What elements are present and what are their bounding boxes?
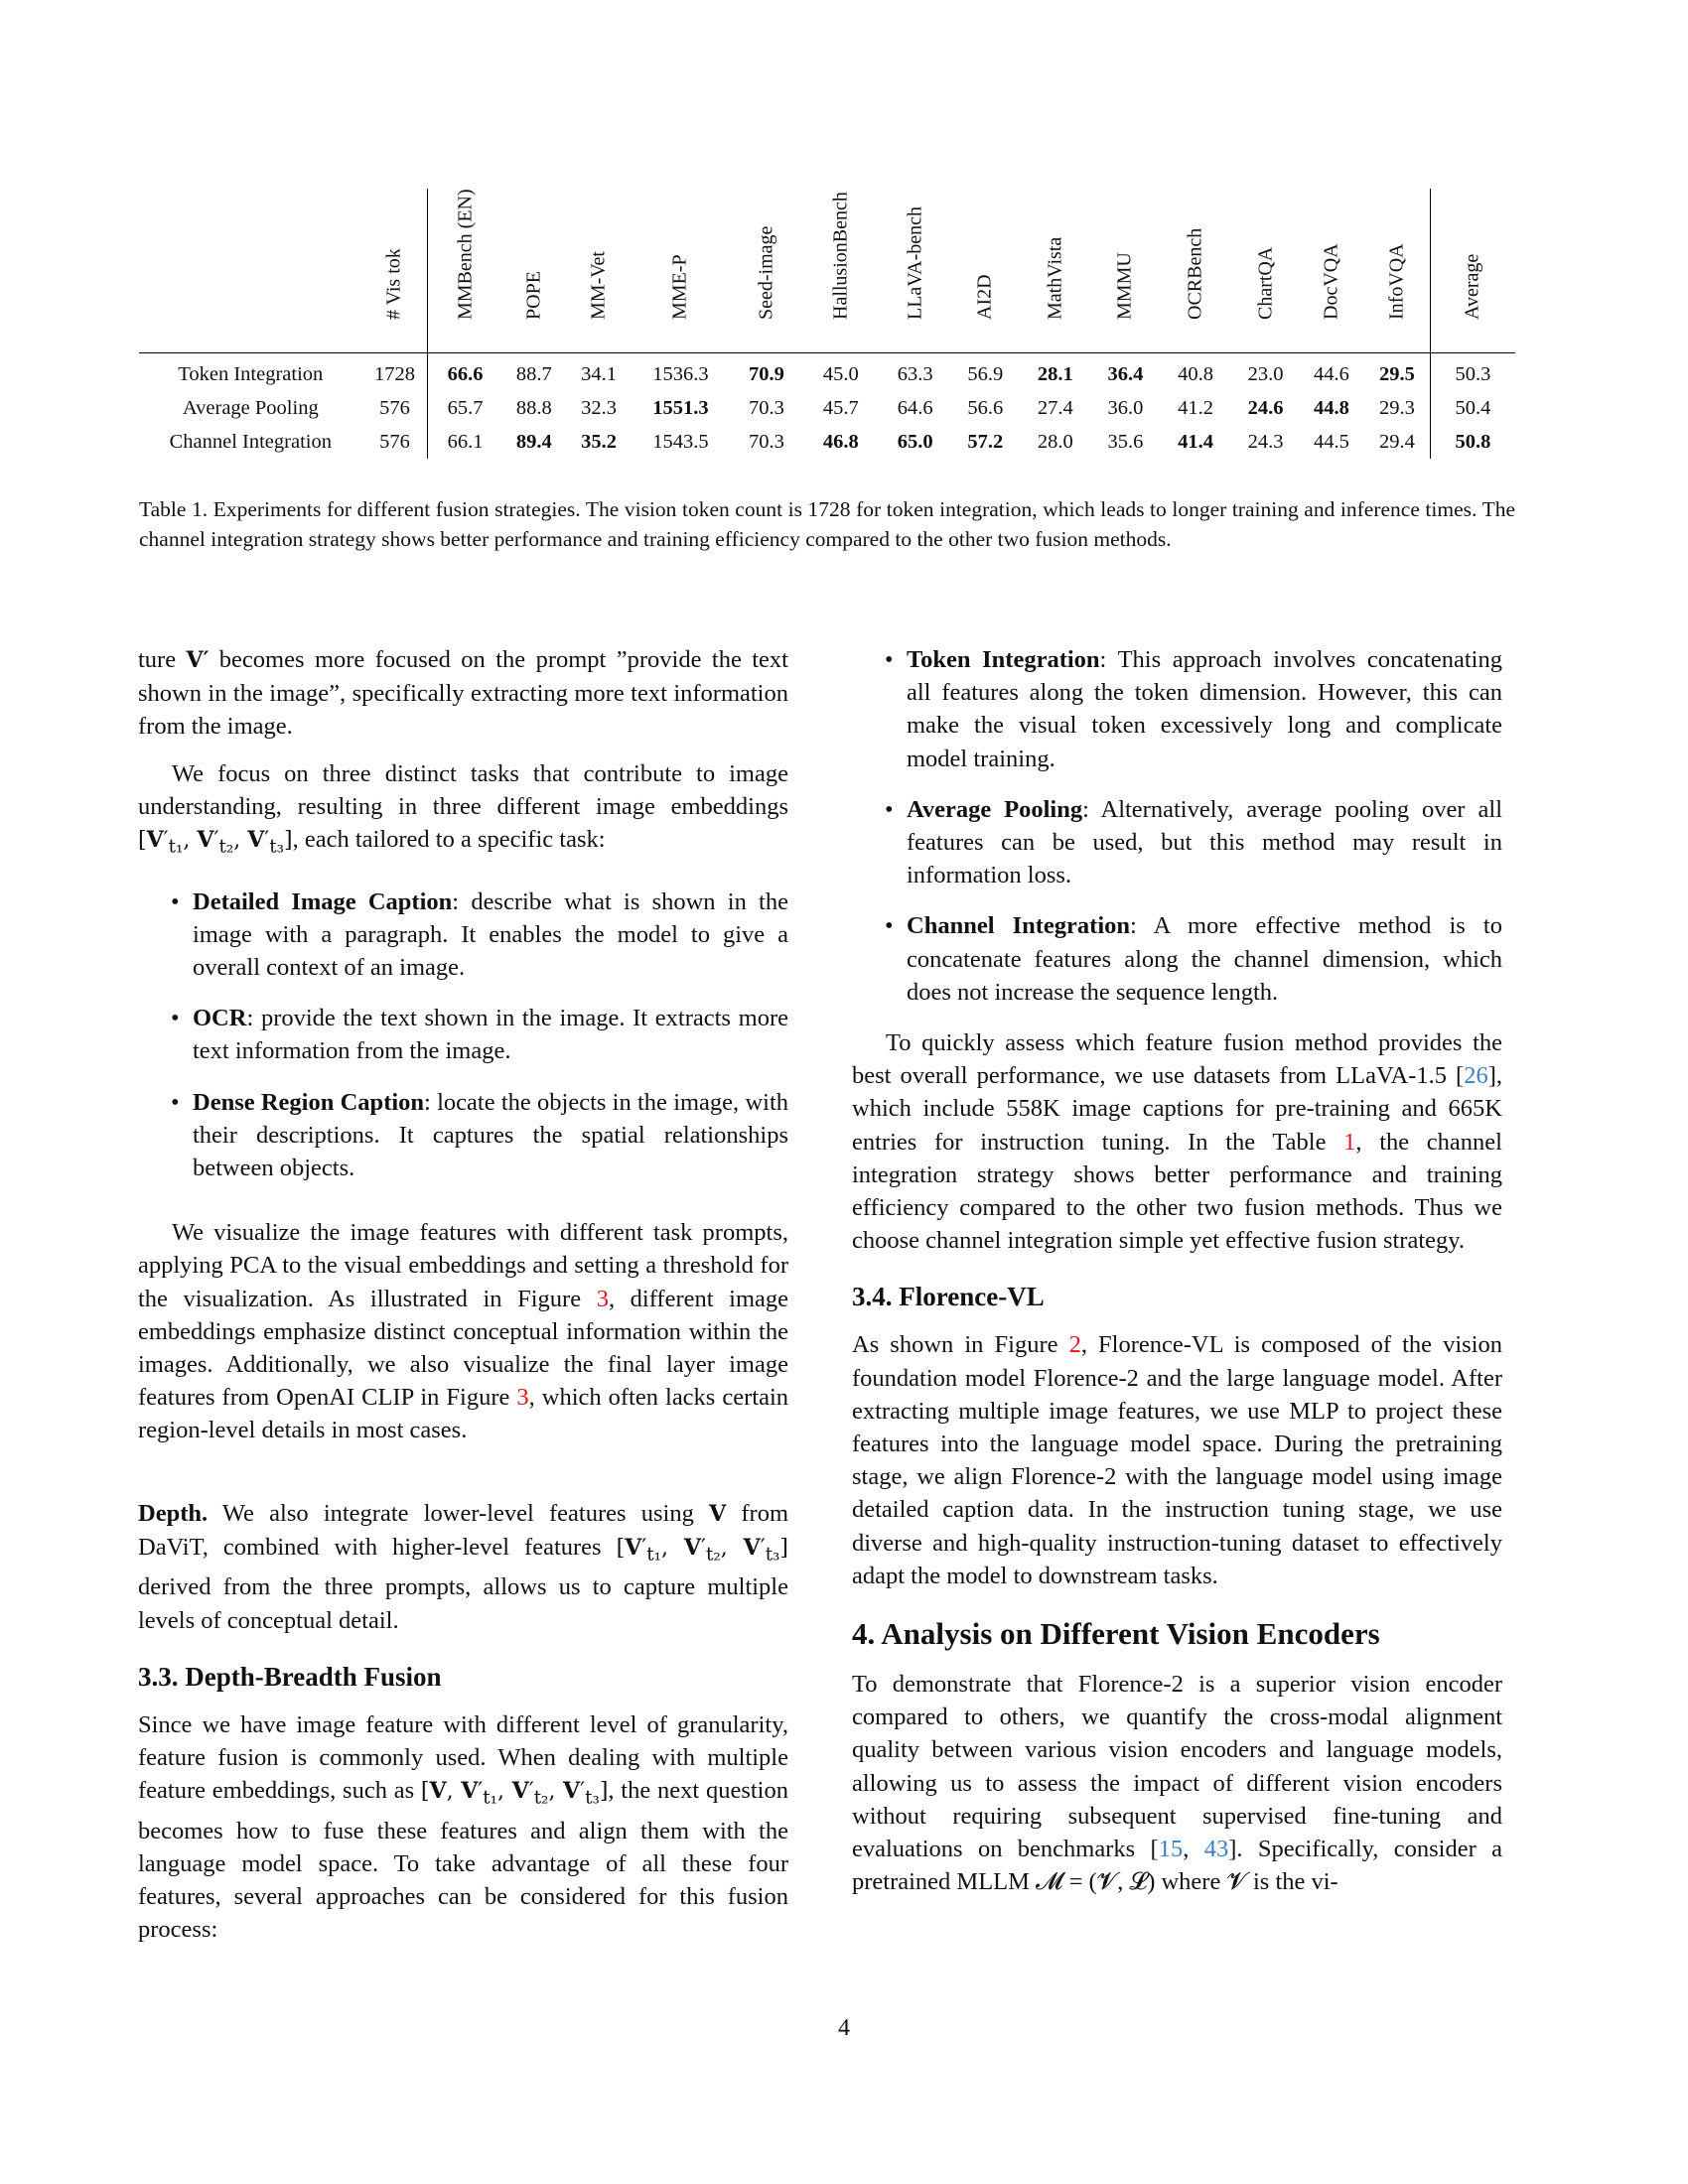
list-item [138, 886, 788, 985]
figure-ref-link[interactable]: 2 [1068, 1331, 1081, 1359]
value-cell: 41.4 [1178, 430, 1213, 453]
column-header-label: DocVQA [1320, 243, 1342, 320]
section-heading-4: 4. Analysis on Different Vision Encoders [852, 1616, 1380, 1652]
value-cell: 56.9 [967, 362, 1004, 385]
value-cell: 88.7 [515, 362, 552, 385]
right-paragraph-1: To quickly assess which feature fusion method provides the best overall performance, we use datasets from LLaVA-1.5 [26], which include 558K image captions for pre-training and 665K entries for instruction tuning. In the Table 1, the channel integration strategy shows better performance and training efficiency compared to the other two fusion methods. Thus we choose channel integration simple yet effective fusion strategy. [852, 1029, 1502, 1255]
column-header-label: POPE [522, 271, 545, 320]
column-header [952, 189, 1018, 353]
column-header-label: MMMU [1113, 252, 1136, 320]
right-column [852, 643, 1502, 1899]
value-cell: 576 [379, 430, 410, 453]
column-header [1159, 189, 1233, 353]
column-header [362, 189, 428, 353]
method-cell: Token Integration [178, 362, 324, 385]
method-cell: Channel Integration [169, 430, 332, 453]
value-cell: 34.1 [581, 362, 617, 385]
value-cell: 1536.3 [652, 362, 709, 385]
value-cell: 28.0 [1037, 430, 1073, 453]
column-header [803, 189, 878, 353]
list-item [852, 909, 1502, 1009]
value-cell: 64.6 [897, 396, 933, 419]
value-cell: 44.5 [1313, 430, 1349, 453]
column-header [428, 189, 502, 353]
value-cell: 576 [379, 396, 410, 419]
fusion-method-list [852, 643, 1502, 1009]
column-header [1364, 189, 1430, 353]
value-cell: 70.3 [749, 396, 784, 419]
value-cell: 29.3 [1379, 396, 1415, 419]
value-cell: 65.0 [897, 430, 933, 453]
left-paragraph-1: ture V′ becomes more focused on the prompt ”provide the text shown in the image”, specifically extracting more text information from the image. [138, 646, 788, 741]
task-list [138, 886, 788, 1185]
column-header-label: LLaVA-bench [904, 205, 926, 320]
value-cell: 45.0 [822, 362, 859, 385]
table-row [139, 353, 1515, 392]
table-row [139, 425, 1515, 459]
bullet-icon: • [885, 912, 894, 940]
list-item [852, 643, 1502, 775]
list-item-text: : locate the objects in the image, with their descriptions. It captures the spatial relationships between objects. [193, 1088, 788, 1182]
list-item-term: Channel Integration [907, 912, 1131, 940]
list-item-text: : Alternatively, average pooling over all features can be used, but this method may result in information loss. [907, 795, 1502, 889]
left-paragraph-3: We visualize the image features with different task prompts, applying PCA to the visual embeddings and setting a threshold for the visualization. As illustrated in Figure 3, different image embeddings emphasize distinct conceptual information within the images. Additionally, we also visualize the final layer image features from OpenAI CLIP in Figure 3, which often lacks certain region-level details in most cases. [138, 1219, 789, 1444]
value-cell: 88.8 [515, 396, 552, 419]
value-cell: 50.8 [1430, 425, 1515, 459]
value-cell: 41.2 [1178, 396, 1213, 419]
section-heading-3-3: 3.3. Depth-Breadth Fusion [138, 1661, 442, 1692]
column-header-label: InfoVQA [1385, 243, 1408, 320]
value-cell: 46.8 [822, 430, 859, 453]
method-header [139, 189, 362, 353]
column-header-label: MME-P [668, 254, 691, 320]
list-item-term: Average Pooling [907, 795, 1083, 823]
column-header [1018, 189, 1092, 353]
value-cell: 70.3 [749, 430, 784, 453]
left-paragraph-4: Since we have image feature with different level of granularity, feature fusion is commonly used. When dealing with multiple feature embeddings, such as [V, $V'_{t_1}$, $V'_{t_2}$, $V'_{t_3}$], the next question becomes how to fuse these features and align them with the language model space. To take advantage of all these four features, several approaches can be considered for this fusion process: [138, 1710, 788, 1944]
value-cell: 28.1 [1037, 362, 1073, 385]
list-item-term: OCR [193, 1005, 247, 1032]
right-paragraph-3: To demonstrate that Florence-2 is a superior vision encoder compared to others, we quantify the cross-modal alignment quality between various vision encoders and language models, allowing us to assess the impact of different vision encoders without requiring subsequent supervised fine-tuning and evaluations on benchmarks [15, 43]. Specifically, consider a pretrained MLLM 𝓜 = (𝓥, 𝓛) where 𝓥 is the vi- [852, 1671, 1503, 1896]
column-header-label: AI2D [973, 274, 996, 320]
value-cell: 40.8 [1178, 362, 1213, 385]
right-paragraph-2: As shown in Figure 2, Florence-VL is composed of the vision foundation model Florence-2 and the large language model. After extracting multiple image features, we use MLP to project these features into the language model space. During the pretraining stage, we align Florence-2 with the language model using image detailed caption data. In the instruction tuning stage, we use diverse and high-quality instruction-tuning dataset to effectively adapt the model to downstream tasks. [852, 1331, 1503, 1589]
method-cell: Average Pooling [182, 396, 319, 419]
column-header [502, 189, 566, 353]
list-item-text: : provide the text shown in the image. It extracts more text information from the image. [193, 1005, 788, 1065]
list-item-text: : describe what is shown in the image with a paragraph. It enables the model to give a overall context of an image. [193, 887, 788, 982]
value-cell: 89.4 [515, 430, 552, 453]
value-cell: 1543.5 [652, 430, 709, 453]
value-cell: 70.9 [749, 362, 784, 385]
list-item-term: Detailed Image Caption [193, 887, 453, 915]
column-header [730, 189, 804, 353]
column-header [878, 189, 952, 353]
value-cell: 36.0 [1107, 396, 1144, 419]
value-cell: 66.6 [428, 353, 502, 392]
value-cell: 44.8 [1313, 396, 1349, 419]
column-header [632, 189, 729, 353]
table-caption: Table 1. Experiments for different fusion strategies. The vision token count is 1728 for token integration, which leads to longer training and inference times. The channel integration strategy shows better performance and training efficiency compared to the other two fusion methods. [139, 497, 1515, 551]
value-cell: 35.2 [581, 430, 617, 453]
value-cell: 45.7 [822, 396, 859, 419]
list-item [138, 1002, 788, 1067]
list-item-text: : This approach involves concatenating all features along the token dimension. However, this can make the visual token excessively long and complicate model training. [907, 646, 1502, 772]
left-column [138, 643, 788, 1947]
bullet-icon: • [171, 887, 180, 915]
value-cell: 24.6 [1247, 396, 1284, 419]
value-cell: 24.3 [1247, 430, 1284, 453]
value-cell: 1551.3 [652, 396, 709, 419]
page-number: 4 [838, 2015, 850, 2041]
list-item [852, 793, 1502, 892]
figure-ref-link[interactable]: 3 [516, 1384, 529, 1412]
list-item-term: Token Integration [907, 646, 1100, 673]
bullet-icon: • [171, 1005, 180, 1032]
column-header-label: MathVista [1044, 236, 1066, 320]
citation-link[interactable]: 26 [1464, 1062, 1488, 1090]
column-header-label: ChartQA [1254, 246, 1277, 320]
value-cell: 63.3 [897, 362, 933, 385]
value-cell: 65.7 [428, 391, 502, 425]
value-cell: 56.6 [967, 396, 1004, 419]
depth-paragraph: Depth. We also integrate lower-level features using V from DaViT, combined with higher-level features [$V'_{t_1}$, $V'_{t_2}$, $V'_{t_3}$] derived from the three prompts, allows us to capture multiple levels of conceptual detail. [138, 1499, 788, 1634]
column-header [566, 189, 632, 353]
column-header [1299, 189, 1364, 353]
left-paragraph-2: We focus on three distinct tasks that contribute to image understanding, resulting in three different image embeddings [$V'_{t_1}$, $V'_{t_2}$, $V'_{t_3}$], each tailored to a specific task: [138, 759, 788, 858]
value-cell: 66.1 [428, 425, 502, 459]
column-header-label: HallusionBench [829, 192, 852, 320]
table-row [139, 391, 1515, 425]
column-header-label: OCRBench [1184, 227, 1206, 320]
column-header [1430, 189, 1515, 353]
section-heading-3-4: 3.4. Florence-VL [852, 1282, 1045, 1312]
table-header-row [139, 189, 1515, 353]
column-header [1092, 189, 1158, 353]
column-header-label: MM-Vet [587, 251, 610, 320]
results-table [139, 189, 1515, 459]
value-cell: 1728 [373, 362, 415, 385]
value-cell: 57.2 [967, 430, 1004, 453]
value-cell: 44.6 [1313, 362, 1349, 385]
table-ref-link[interactable]: 1 [1343, 1128, 1356, 1156]
value-cell: 29.4 [1379, 430, 1415, 453]
column-header-label: MMBench (EN) [454, 189, 477, 320]
value-cell: 35.6 [1107, 430, 1144, 453]
column-header-label: # Vis tok [382, 248, 405, 320]
figure-ref-link[interactable]: 3 [596, 1285, 609, 1312]
column-header-label: Seed-image [755, 225, 777, 320]
value-cell: 27.4 [1037, 396, 1073, 419]
results-table-wrapper [139, 189, 1515, 459]
value-cell: 50.3 [1430, 353, 1515, 392]
column-header-label: Average [1461, 253, 1483, 320]
list-item-text: : A more effective method is to concatenate features along the channel dimension, which does not increase the sequence length. [907, 912, 1502, 1006]
value-cell: 36.4 [1107, 362, 1144, 385]
value-cell: 50.4 [1430, 391, 1515, 425]
list-item [138, 1086, 788, 1185]
bullet-icon: • [171, 1088, 180, 1116]
bullet-icon: • [885, 795, 894, 823]
value-cell: 32.3 [581, 396, 617, 419]
citation-link[interactable]: 15 [1158, 1836, 1184, 1863]
bullet-icon: • [885, 646, 894, 673]
value-cell: 29.5 [1379, 362, 1415, 385]
column-header [1232, 189, 1298, 353]
citation-link[interactable]: 43 [1203, 1836, 1229, 1863]
value-cell: 23.0 [1247, 362, 1284, 385]
list-item-term: Dense Region Caption [193, 1088, 425, 1116]
